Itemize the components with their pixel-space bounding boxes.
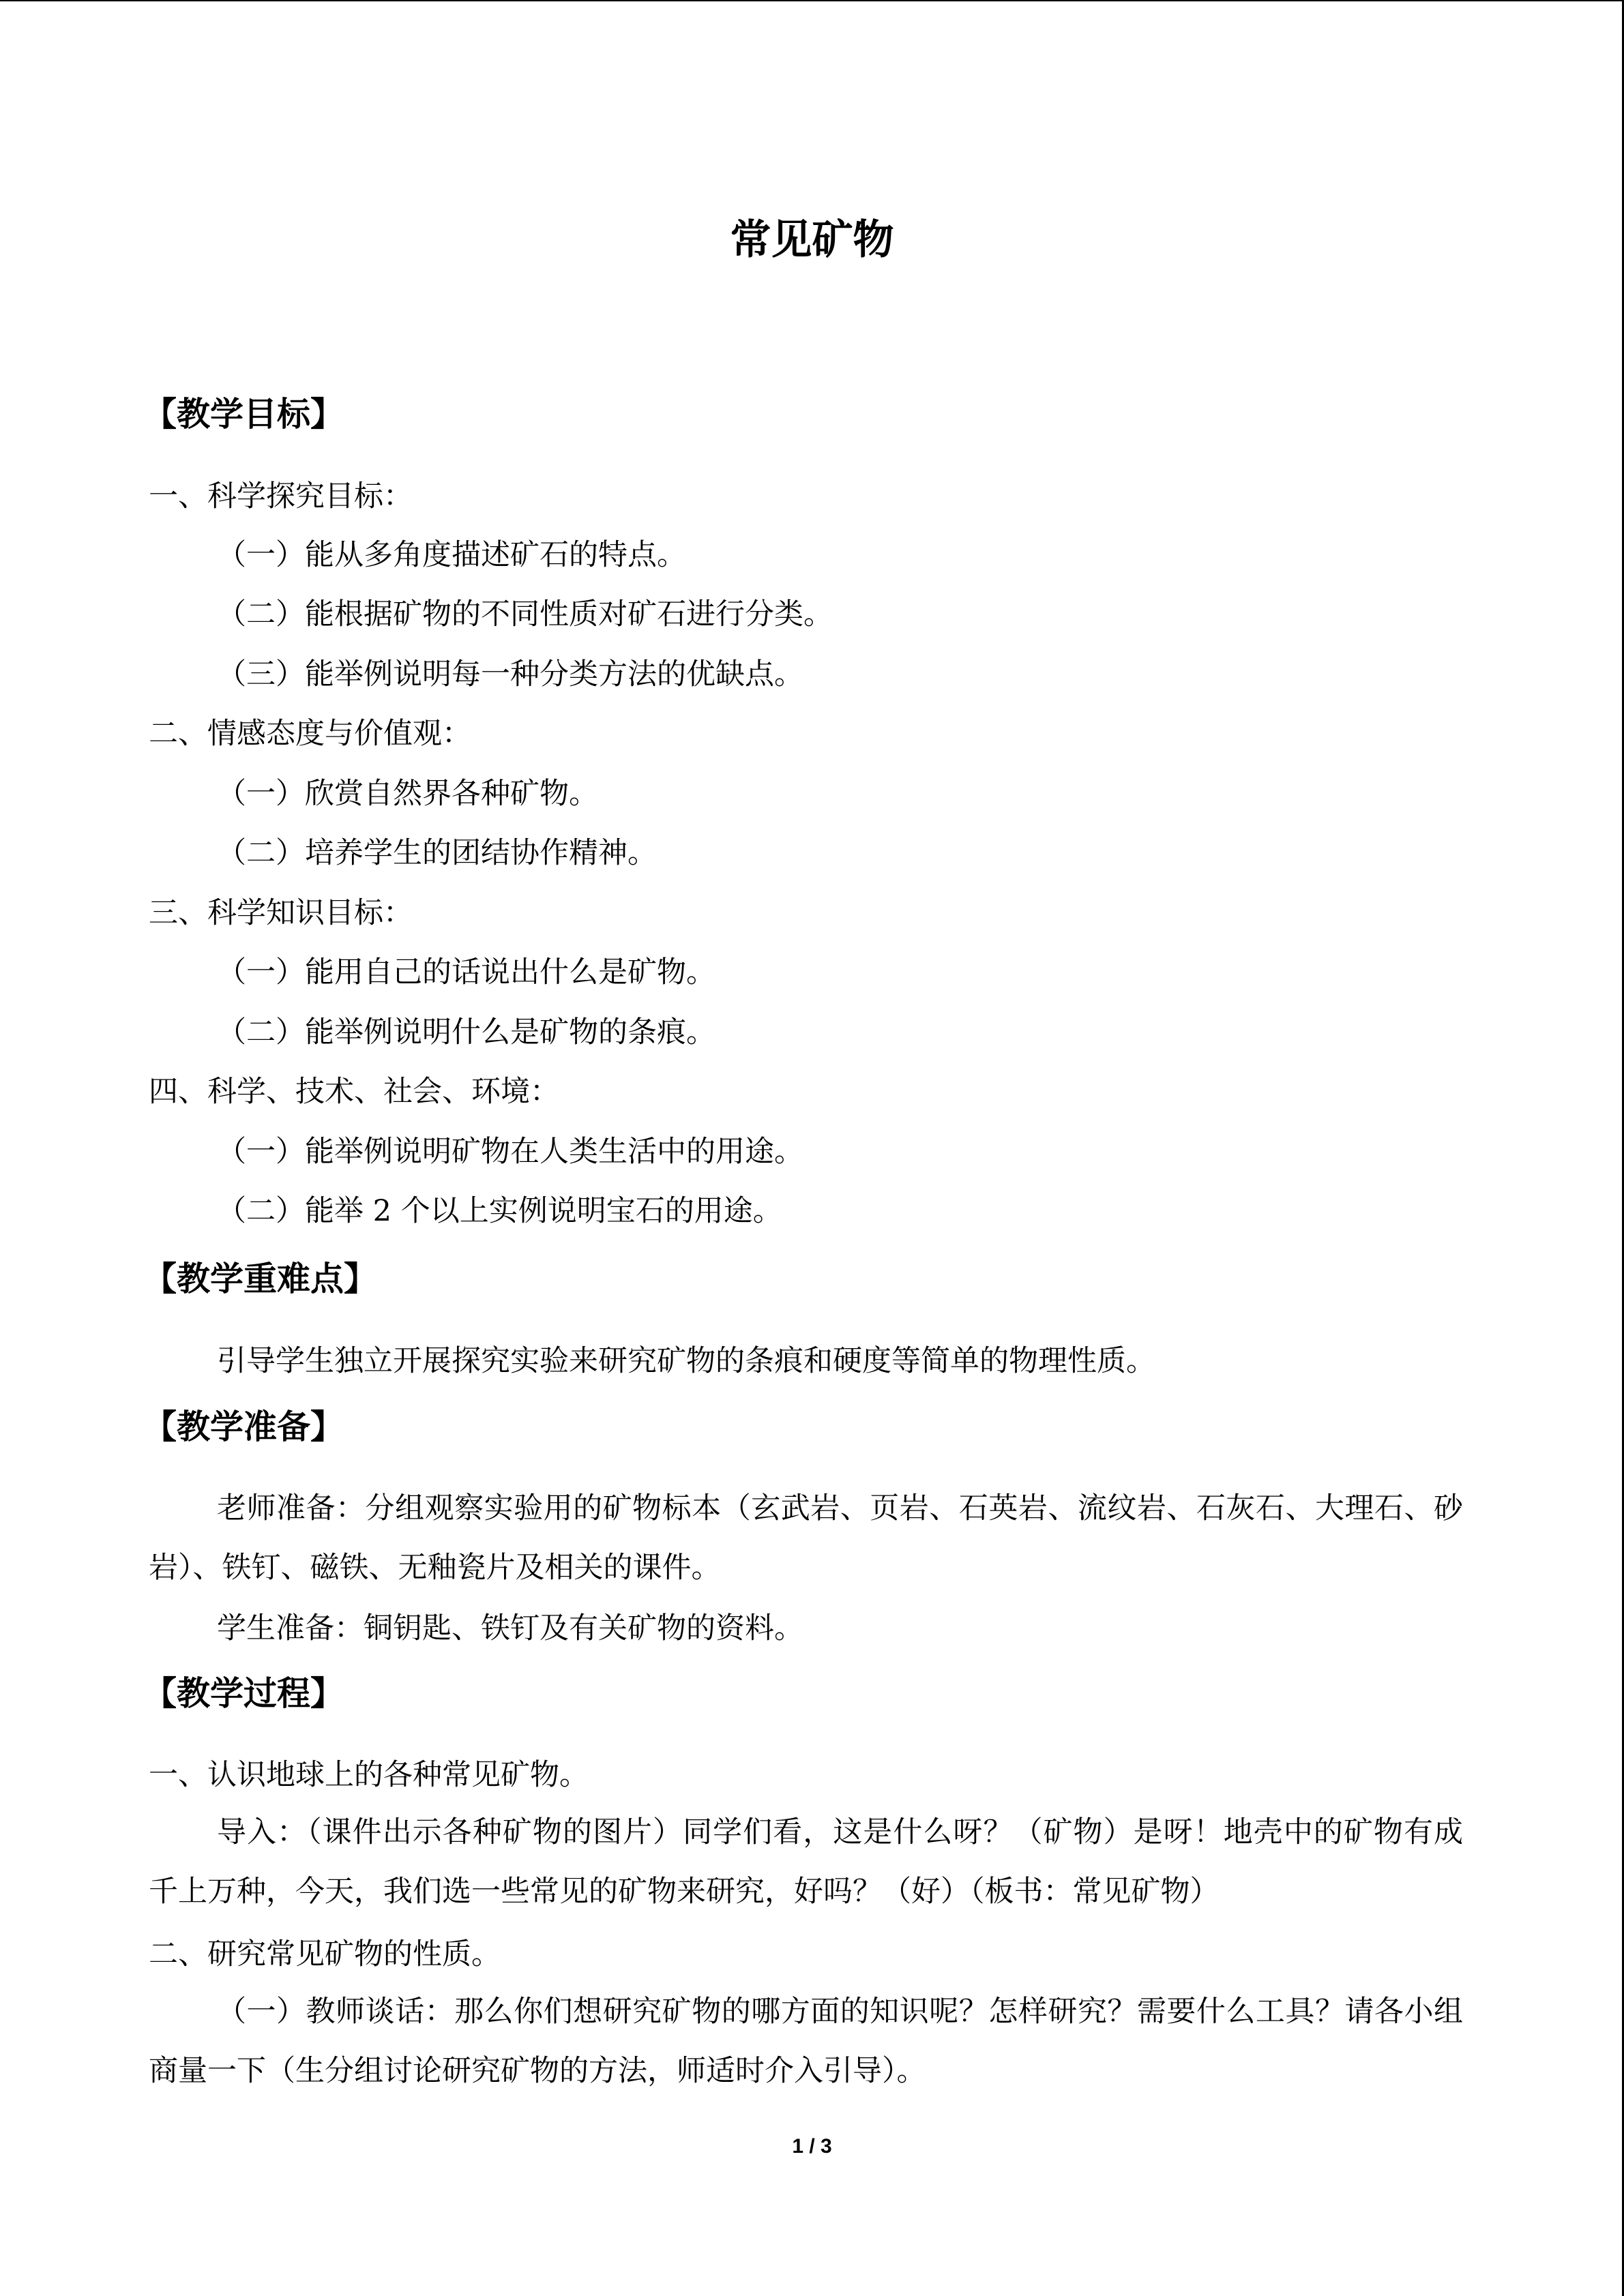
- goal-category: 一、科学探究目标：: [149, 479, 413, 513]
- process-step: 二、研究常见矿物的性质。: [149, 1937, 501, 1971]
- page-top-border: [0, 0, 1624, 1]
- goal-item: （二）培养学生的团结协作精神。: [217, 836, 657, 870]
- student-preparation: 学生准备：铜钥匙、铁钉及有关矿物的资料。: [217, 1611, 803, 1645]
- document-title: 常见矿物: [730, 216, 894, 264]
- teacher-preparation: 老师准备：分组观察实验用的矿物标本（玄武岩、页岩、石英岩、流纹岩、石灰石、大理石、砂岩）、铁钉、磁铁、无釉瓷片及相关的课件。: [149, 1491, 1463, 1585]
- process-intro-paragraph: 导入：（课件出示各种矿物的图片）同学们看，这是什么呀？（矿物）是呀！地壳中的矿物有成千上万种，今天，我们选一些常见的矿物来研究，好吗？（好）（板书：常见矿物）: [149, 1815, 1463, 1909]
- section-heading-process: 【教学过程】: [143, 1673, 344, 1713]
- goal-item: （一）欣赏自然界各种矿物。: [217, 777, 598, 811]
- section-heading-preparation: 【教学准备】: [143, 1407, 344, 1446]
- goal-category: 三、科学知识目标：: [149, 896, 413, 930]
- goal-item: （三）能举例说明每一种分类方法的优缺点。: [217, 657, 803, 691]
- process-step: 一、认识地球上的各种常见矿物。: [149, 1758, 589, 1792]
- keypoints-text: 引导学生独立开展探究实验来研究矿物的条痕和硬度等简单的物理性质。: [217, 1344, 1155, 1378]
- goal-item: （二）能举 2 个以上实例说明宝石的用途。: [217, 1194, 782, 1228]
- page-number: 1 / 3: [792, 2135, 832, 2158]
- goal-item: （二）能根据矿物的不同性质对矿石进行分类。: [217, 597, 833, 631]
- goal-item: （一）能用自己的话说出什么是矿物。: [217, 955, 715, 989]
- goal-category: 二、情感态度与价值观：: [149, 717, 471, 751]
- goal-item: （一）能举例说明矿物在人类生活中的用途。: [217, 1135, 803, 1169]
- section-heading-goals: 【教学目标】: [143, 394, 344, 434]
- section-heading-keypoints: 【教学重难点】: [143, 1259, 378, 1298]
- process-talk-paragraph: （一）教师谈话：那么你们想研究矿物的哪方面的知识呢？怎样研究？需要什么工具？请各小组商量一下（生分组讨论研究矿物的方法，师适时介入引导）。: [149, 1995, 1463, 2088]
- goal-item: （一）能从多角度描述矿石的特点。: [217, 538, 686, 572]
- goal-category: 四、科学、技术、社会、环境：: [149, 1075, 559, 1109]
- goal-item: （二）能举例说明什么是矿物的条痕。: [217, 1015, 715, 1049]
